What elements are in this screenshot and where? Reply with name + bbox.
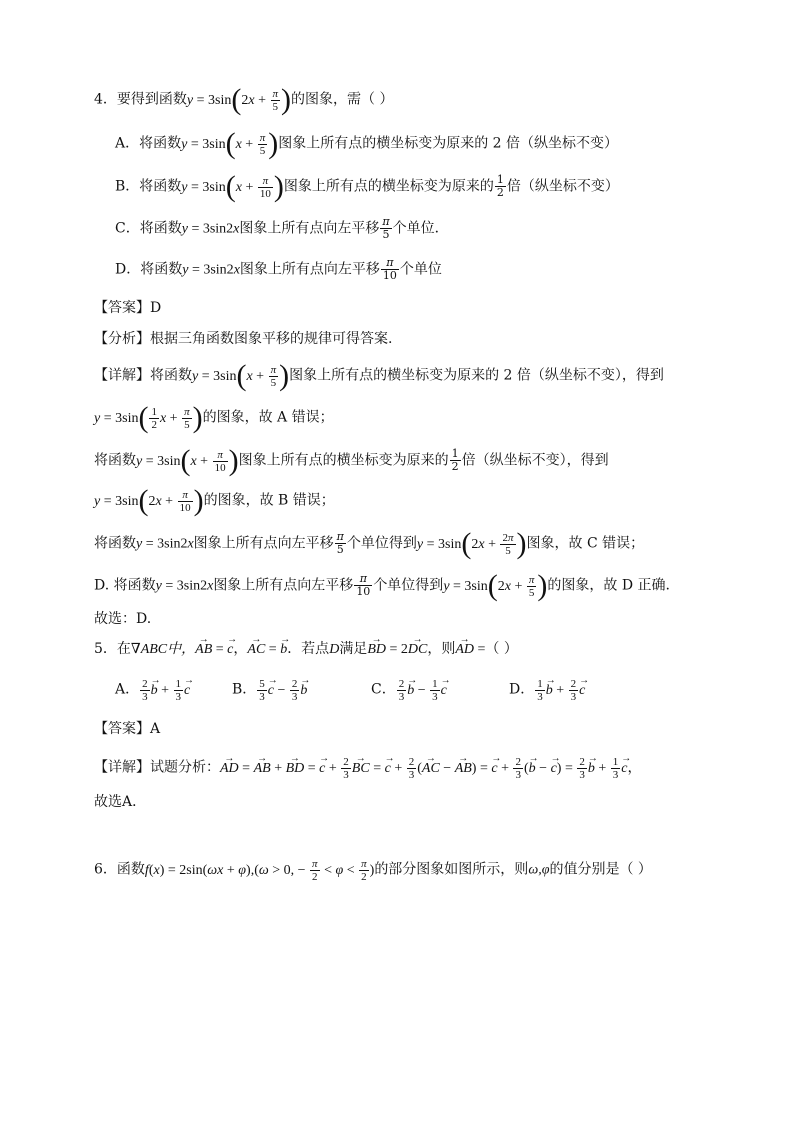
analysis-tag: 【分析】	[94, 331, 150, 347]
q4-option-c-prefix: C．将函数	[115, 220, 182, 237]
q5-conclusion-text: 故选A．	[94, 794, 147, 810]
q4-option-a: A．将函数y = 3sin(x + $\frac{\pi}{5}$ )图象上所有点的横坐标变为原来的 2 倍（纵坐标不变）	[115, 126, 619, 160]
q6-stem-post: 的值分别是（ ）	[549, 861, 652, 878]
q4-option-d-text: 个单位	[399, 261, 442, 278]
q5-stem: 5．在∇ABC中，→ AB = → c，→ AC = → b．若点D满足→ BD = 2→ DC，则→ AD =（ ）	[94, 639, 518, 660]
q5-option-a-label: A．	[115, 681, 140, 698]
q5-option-d: D． $\frac{1}{3}$ → b + $\frac{2}{3}$ → c	[509, 678, 585, 703]
detail6-mid: 图象上所有点向左平移	[213, 577, 354, 594]
q4-option-c: C．将函数y = 3sin2x图象上所有点向左平移 $\frac{\pi}{5}$ 个单位．	[115, 215, 449, 241]
q5-option-d-label: D．	[509, 681, 535, 698]
q5-stem-a: 5．在	[94, 641, 131, 657]
q4-option-b-prefix: B．将函数	[115, 178, 182, 195]
q5-stem-d: ．若点	[287, 641, 330, 657]
q4-option-c-mid: 图象上所有点向左平移	[239, 220, 380, 237]
q4-detail-line5: 将函数y = 3sin2x图象上所有点向左平移 $\frac{\pi}{5}$ 个单位得到y = 3sin(2x + $\frac{2\pi}{5}$ )图象，故 C 错误；	[94, 526, 645, 560]
q4-detail-line4: y = 3sin(2x + $\frac{\pi}{10}$ )的图象，故 B 错误；	[94, 483, 335, 517]
q4-stem: 4．要得到函数y = 3sin(2x + $\frac{\pi}{5}$ )的图象，需（ ）	[94, 82, 394, 116]
q5-answer-tag: 【答案】	[94, 721, 150, 737]
detail3-pre: 将函数	[94, 452, 136, 469]
detail5-mid: 图象上所有点向左平移	[193, 535, 334, 552]
q4-answer	[94, 298, 161, 318]
detail6-mid2: 个单位得到	[373, 577, 444, 594]
q5-stem-c: ，	[233, 641, 248, 657]
detail4-post: 的图象，故 B 错误；	[203, 492, 335, 509]
q5-stem-g: （ ）	[485, 641, 518, 657]
q4-detail-line2: y = 3sin( $\frac{1}{2}$ x + $\frac{\pi}{5}$ )的图象，故 A 错误；	[94, 400, 334, 434]
q6-stem-pre: 6．函数	[94, 861, 145, 878]
answer-tag: 【答案】	[94, 300, 150, 316]
q4-option-c-text: 个单位．	[392, 220, 449, 237]
q4-stem-pre: 4．要得到函数	[94, 91, 187, 108]
q5-stem-b: ABC中，	[140, 642, 196, 657]
detail5-mid2: 个单位得到	[346, 535, 417, 552]
q5-option-b: B． $\frac{5}{3}$ → c − $\frac{2}{3}$ → b	[232, 678, 307, 703]
q4-option-b-mid: 图象上所有点的横坐标变为原来的	[283, 178, 494, 195]
answer-value: D	[150, 300, 162, 316]
q4-detail-line1: 【详解】将函数y = 3sin(x + $\frac{\pi}{5}$ )图象上所有点的横坐标变为原来的 2 倍（纵坐标不变），得到	[94, 358, 664, 392]
q5-stem-e: 满足	[339, 641, 368, 657]
q5-answer-value: A	[150, 721, 161, 737]
q5-detail-tag: 【详解】	[94, 759, 150, 776]
q4-detail-line6: D. 将函数y = 3sin2x图象上所有点向左平移 $\frac{\pi}{10}$ 个单位得到y = 3sin(2x + $\frac{\pi}{5}$ )的图象，故 D 正确.	[94, 568, 670, 602]
q4-option-b-text: 倍（纵坐标不变）	[506, 178, 619, 195]
q5-stem-f: ，则	[427, 641, 456, 657]
detail3-post: 倍（纵坐标不变），得到	[461, 452, 609, 469]
q6-stem-mid: 的部分图象如图所示，则	[374, 861, 529, 878]
detail3-mid: 图象上所有点的横坐标变为原来的	[238, 452, 449, 469]
detail6-pre: D. 将函数	[94, 577, 156, 594]
detail1-post: 图象上所有点的横坐标变为原来的 2 倍（纵坐标不变），得到	[289, 367, 664, 384]
q4-option-d-prefix: D．将函数	[115, 261, 183, 278]
q5-option-b-label: B．	[232, 681, 257, 698]
q4-option-b: B．将函数y = 3sin(x + $\frac{\pi}{10}$ )图象上所有点的横坐标变为原来的 $\frac{1}{2}$ 倍（纵坐标不变）	[115, 169, 619, 203]
q4-conclusion	[94, 609, 151, 629]
q4-option-d-mid: 图象上所有点向左平移	[239, 261, 380, 278]
q4-option-a-prefix: A．将函数	[115, 135, 182, 152]
detail1-pre: 将函数	[150, 367, 192, 384]
q4-analysis	[94, 329, 392, 349]
q4-option-d: D．将函数y = 3sin2x图象上所有点向左平移 $\frac{\pi}{10}$ 个单位	[115, 256, 442, 282]
detail-tag: 【详解】	[94, 367, 150, 384]
q5-detail: 【详解】试题分析：→ AD = → AB + → BD = → c + $\frac{2}{3}$ → BC = → c + $\frac{2}{3}$ (→ AC − → AB) = → c + $\frac{2}{3}$ (→ b − → c) = $\frac{2}{3}$ → b + $\frac{1}{3}$ → c，	[94, 756, 641, 781]
detail2-post: 的图象，故 A 错误；	[202, 409, 334, 426]
q5-option-a: A． $\frac{2}{3}$ → b + $\frac{1}{3}$ → c	[115, 678, 190, 703]
q4-detail-line3: 将函数y = 3sin(x + $\frac{\pi}{10}$ )图象上所有点的横坐标变为原来的 $\frac{1}{2}$ 倍（纵坐标不变），得到	[94, 443, 609, 477]
q5-conclusion	[94, 792, 146, 812]
detail5-pre: 将函数	[94, 535, 136, 552]
q6-stem: 6．函数f(x) = 2sin(ωx + φ),(ω > 0, − $\frac{\pi}{2}$ < φ < $\frac{\pi}{2}$ )的部分图象如图所示，则ω,φ的值分别是（ ）	[94, 858, 652, 883]
conclusion-text: 故选：D.	[94, 611, 152, 627]
q5-answer	[94, 719, 160, 739]
q4-option-a-text: 图象上所有点的横坐标变为原来的 2 倍（纵坐标不变）	[278, 135, 619, 152]
q5-detail-text: 试题分析：	[150, 759, 220, 776]
detail6-post: 的图象，故 D 正确.	[547, 577, 670, 594]
q5-option-c-label: C．	[371, 681, 396, 698]
q4-stem-post: 的图象，需（ ）	[291, 91, 394, 108]
detail5-post: 图象，故 C 错误；	[526, 535, 645, 552]
q5-option-c: C． $\frac{2}{3}$ → b − $\frac{1}{3}$ → c	[371, 678, 447, 703]
analysis-text: 根据三角函数图象平移的规律可得答案.	[150, 331, 393, 347]
